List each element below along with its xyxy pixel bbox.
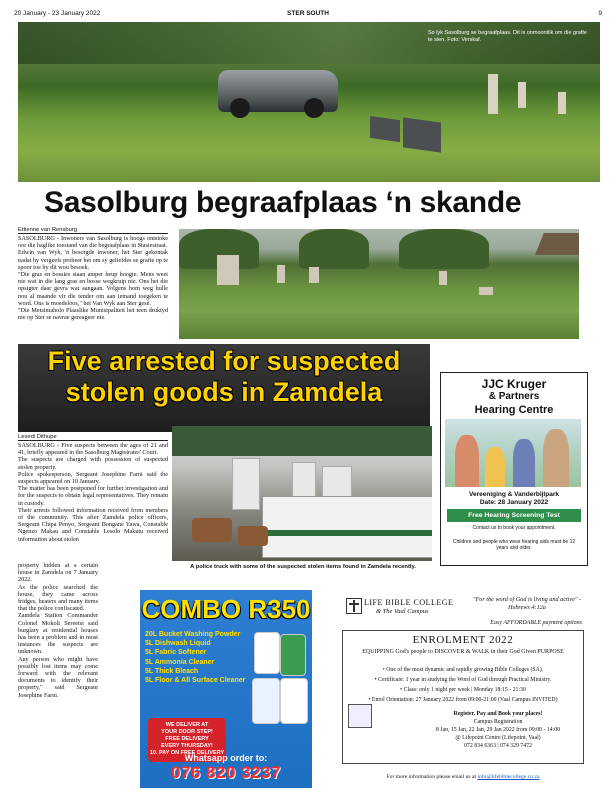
paragraph: Their arrests followed information received from members of the community. This after Zamdela police officers, Sergeant Chipa Penyo, Sergeant Bongane Yawa, Constable Ngenzo Makau and Constable Lesolo Makutu received information about stolen <box>18 506 168 543</box>
tree <box>399 229 489 269</box>
gravestone <box>277 265 285 283</box>
tree <box>299 229 369 269</box>
enrolment-option: • One of the most dynamic and rapidly growing Bible Colleges (SA). <box>382 667 544 673</box>
paragraph: Edwin van Wyk, 'n besorgde inwoner, het Ster gekontak nadat hy vergeefs probeer het om sy geliefdes se grafte op te spoor toe hy dit wou besoek. <box>18 249 168 271</box>
enrolment-option: • Class: only 1 night per week | Monday 18:15 - 21:30 <box>400 687 526 693</box>
cemetery-photo-wide <box>179 229 579 339</box>
ad-title: JJC Kruger <box>481 377 547 391</box>
phone-number: 076 820 3237 <box>171 763 281 782</box>
headline-cemetery: Sasolburg begraafplaas ‘n skande <box>44 186 522 219</box>
headline-line: Five arrested for suspected <box>47 346 401 376</box>
ad-title: Hearing Centre <box>474 404 554 416</box>
register-line: Campus Registration <box>473 719 523 725</box>
article-body-arrests-cont <box>18 562 98 699</box>
register-line: Register, Pay and Book your places! <box>453 711 543 717</box>
bible-college-ad <box>336 590 588 788</box>
paper-name: STER SOUTH <box>287 10 329 17</box>
enrolment-title: ENROLMENT 2022 <box>412 634 514 646</box>
register-line: @ Lifepoint Centre (Lifepoint, Vaal) <box>455 735 541 741</box>
police-truck-photo <box>172 426 432 561</box>
enrolment-box <box>342 630 584 764</box>
product-item: 5L Dishwash Liquid <box>145 640 211 648</box>
tree-line <box>18 22 600 64</box>
paragraph: The suspects are charged with possession of suspected stolen property. <box>18 456 168 471</box>
college-subtitle: & The Vaal Campus <box>376 608 429 615</box>
paragraph: "Die gras en bossies staan amper heup hoogte. Mens weet nie wat in die lang gras en bosse wegkruip nie. Ons het die opsigter daar gevra wat aangaan. Volgens hom weg hulle nou al maande vir die tender om aan iemand toegeken te word. Ons is moedeloos," het Van Wyk aan Ster gesê. <box>18 271 168 307</box>
issue-date: 20 January - 23 January 2022 <box>14 10 101 17</box>
police-truck <box>262 496 432 558</box>
combo-cleaning-ad <box>140 590 312 788</box>
wood-stump <box>192 518 232 542</box>
paragraph: property hidden at a certain house in Zamdela on 7 January 2022. <box>18 562 98 584</box>
payment-note: Easy AFFORDABLE payment options <box>490 620 582 626</box>
page-header <box>14 8 602 20</box>
ad-fine-print: Contact us to book your appointment. <box>472 525 556 531</box>
truck-stripe <box>262 530 432 536</box>
byline: Lesedi Dithupe <box>18 434 57 440</box>
accreditation-seal <box>348 704 372 728</box>
enrolment-option: • Certificate: 1 year in studying the Word of God through Practical Ministry. <box>374 677 552 683</box>
family-photo <box>445 419 581 487</box>
ad-title: & Partners <box>488 391 540 402</box>
article-body-cemetery <box>18 235 168 321</box>
gravestone <box>217 255 239 285</box>
product-item: 5L Thick Bleach <box>145 667 199 675</box>
product-bottles <box>252 632 308 728</box>
paragraph: Police spokesperson, Sergeant Josephine Farni said the suspects appeared on 10 January. <box>18 470 168 486</box>
grave-slab <box>403 117 441 152</box>
headline-line: stolen goods in Zamdela <box>65 377 383 407</box>
fridge <box>232 458 260 510</box>
product-item: 20L Bucket Washing Powder <box>145 631 241 638</box>
hearing-centre-ad <box>440 372 588 566</box>
register-line: 8 Jan, 15 Jan, 22 Jan, 29 Jan 2022 from 09:00 - 14:00 <box>435 727 561 733</box>
product-item: 5L Fabric Softener <box>145 649 207 657</box>
product-item: 5L Floor & All Surface Cleaner <box>145 677 246 685</box>
divider <box>18 440 168 441</box>
whatsapp-label: Whatsapp order to: <box>184 753 268 763</box>
canopy <box>172 426 432 456</box>
paragraph: Zamdela Station Commander Colonel Mokoli Sereetsi said burglary at residential houses has been a problem and in most instances the suspects are unknown. <box>18 612 98 656</box>
byline: Ettienne van Rensburg <box>18 227 77 233</box>
photo-caption: A police truck with some of the suspected stolen items found in Zamdela recently. <box>190 564 416 570</box>
contact-prefix: For more information please email us at <box>386 774 477 780</box>
delivery-badge: WE DELIVER AT YOUR DOOR STEP! FREE DELIVERY EVERY THURSDAY! 10. PAY ON FREE DELIVERY <box>148 718 226 762</box>
paragraph: "Die Metsimaholo Plaaslike Munisipaliteit het teen druktyd nie op Ster se navrae gereageer nie. <box>18 307 168 322</box>
wood-stump <box>238 526 268 546</box>
cemetery-photo-top <box>18 22 600 182</box>
gravestone <box>439 271 447 285</box>
contact-line <box>344 774 582 780</box>
paragraph: As the police searched the house, they came across fridges, heaters and many items that the police confiscated. <box>18 583 98 613</box>
paragraph: SASOLBURG - Five suspects between the ages of 21 and 41, briefly appeared in the Sasolburg Magistrates' Court. <box>18 442 168 457</box>
paragraph: Any person who might have possibly lost items may come forward with the relevant documents to identify their property," said Sergeant Josephine Farni. <box>18 655 98 699</box>
ad-date: Date: 28 January 2022 <box>479 499 549 506</box>
free-test-badge: Free Hearing Screening Test <box>447 509 581 522</box>
paragraph: SASOLBURG - Inwoners van Sasolburg is hoogs ontstoke oor die haglike toestand van die begraafplaas in Stasiestraat. <box>18 235 168 250</box>
scripture-quote: "For the word of God is living and active" - Hebrews 4:12a <box>472 596 582 611</box>
gravestone <box>518 82 526 108</box>
product-list <box>145 630 265 685</box>
divider <box>18 233 168 234</box>
email-link[interactable]: info@lifebiblecollege.co.za <box>477 774 540 780</box>
paragraph: The matter has been postponed for further investigation and for the suspects to obtain legal representatives. They remain in custody. <box>18 485 168 507</box>
gravestone <box>558 92 566 114</box>
article-body-arrests <box>18 442 168 543</box>
college-name: LIFE BIBLE COLLEGE <box>364 598 454 607</box>
page-number: 9 <box>598 10 602 17</box>
gravestone <box>309 267 319 283</box>
cross-icon <box>346 598 362 614</box>
enrolment-tagline: EQUIPPING God's people to DISCOVER & WALK in their God Given PURPOSE <box>362 649 564 655</box>
grave-slab <box>370 116 400 142</box>
register-line: 072 834 6363 | 074 329 7472 <box>464 743 532 749</box>
car-image <box>218 70 338 112</box>
gravestone <box>479 287 493 295</box>
photo-caption: So lyk Sasolburg se begraafplaas. Dit is onmoontlik om die grafte te sien. Foto: Verskaf. <box>428 30 587 43</box>
headline-banner <box>18 344 430 432</box>
product-item: 5L Ammonia Cleaner <box>145 658 215 666</box>
gravestone <box>488 74 498 114</box>
enrolment-option: • Enrol Orientation: 27 January 2022 from 09:00-21:00 (Vaal Campus INVITED) <box>368 697 558 703</box>
roof <box>535 233 579 255</box>
ad-title: COMBO R350 <box>141 594 311 624</box>
ad-locations: Vereeniging & Vanderbijlpark <box>469 491 559 498</box>
ad-fine-print: Children and people who wear hearing aids must be 12 years and older. <box>452 539 576 551</box>
